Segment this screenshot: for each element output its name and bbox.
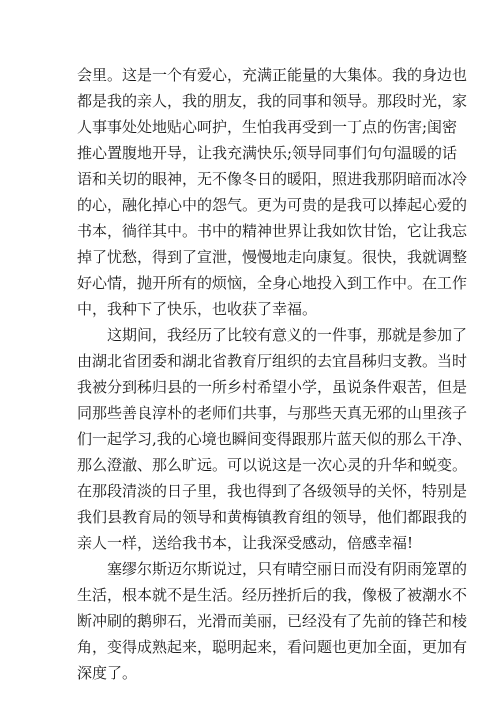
paragraph-1-line-5: 语和关切的眼神，无不像冬日的暖阳，照进我那阴暗而冰冷 — [77, 170, 468, 188]
paragraph-1-line-9: 好心情，抛开所有的烦恼，全身心地投入到工作中。在工作 — [77, 274, 468, 292]
paragraph-2-line-5: 们一起学习,我的心境也瞬间变得跟那片蓝天似的那么干净、 — [77, 430, 472, 448]
paragraph-2-line-4: 同那些善良淳朴的老师们共事，与那些天真无邪的山里孩子 — [77, 404, 468, 422]
paragraph-2-line-7: 在那段清淡的日子里，我也得到了各级领导的关怀，特别是 — [77, 482, 468, 500]
paragraph-2-line-9: 亲人一样，送给我书本，让我深受感动，倍感幸福! — [77, 534, 414, 552]
paragraph-3-line-1: 塞缪尔斯迈尔斯说过，只有晴空丽日而没有阴雨笼罩的 — [107, 560, 468, 578]
paragraph-2-line-8: 我们县教育局的领导和黄梅镇教育组的领导，他们都跟我的 — [77, 508, 468, 526]
paragraph-1-line-4: 推心置腹地开导，让我充满快乐;领导同事们句句温暖的话 — [77, 144, 458, 162]
paragraph-1-line-8: 掉了忧愁，得到了宣泄，慢慢地走向康复。很快，我就调整 — [77, 248, 468, 266]
paragraph-1-line-1: 会里。这是一个有爱心，充满正能量的大集体。我的身边也 — [77, 66, 468, 84]
paragraph-3-line-5: 深度了。 — [77, 664, 138, 682]
paragraph-1-line-7: 书本，徜徉其中。书中的精神世界让我如饮甘饴，它让我忘 — [77, 222, 468, 240]
paragraph-1-line-3: 人事事处处地贴心呵护，生怕我再受到一丁点的伤害;闺密 — [77, 118, 458, 136]
paragraph-2-line-2: 由湖北省团委和湖北省教育厅组织的去宜昌秭归支教。当时 — [77, 352, 468, 370]
paragraph-3-line-4: 角，变得成熟起来，聪明起来，看问题也更加全面，更加有 — [77, 638, 468, 656]
paragraph-1-line-2: 都是我的亲人，我的朋友，我的同事和领导。那段时光，家 — [77, 92, 468, 110]
paragraph-2-line-1: 这期间，我经历了比较有意义的一件事，那就是参加了 — [107, 326, 468, 344]
paragraph-1-line-10: 中，我种下了快乐，也收获了幸福。 — [77, 300, 318, 318]
paragraph-2-line-6: 那么澄澈、那么旷远。可以说这是一次心灵的升华和蜕变。 — [77, 456, 468, 474]
paragraph-1-line-6: 的心，融化掉心中的怨气。更为可贵的是我可以捧起心爱的 — [77, 196, 468, 214]
paragraph-3-line-2: 生活，根本就不是生活。经历挫折后的我，像极了被潮水不 — [77, 586, 468, 604]
paragraph-2-line-3: 我被分到秭归县的一所乡村希望小学，虽说条件艰苦，但是 — [77, 378, 468, 396]
paragraph-3-line-3: 断冲刷的鹅卵石，光滑而美丽，已经没有了先前的锋芒和棱 — [77, 612, 468, 630]
